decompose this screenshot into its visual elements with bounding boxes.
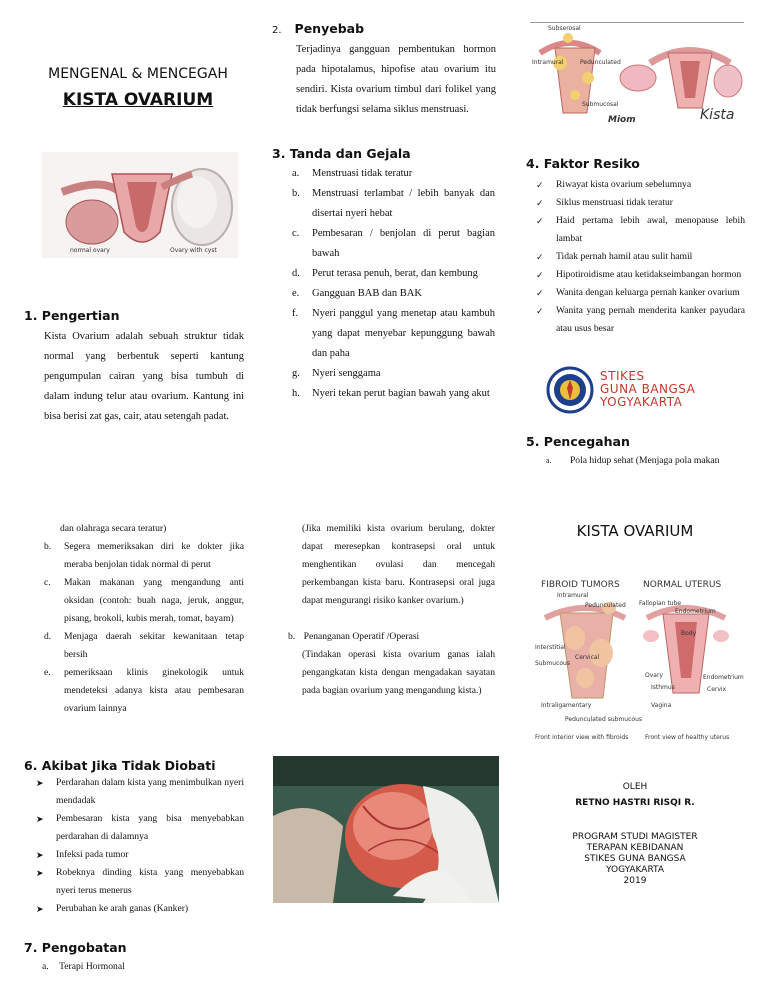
surgery-photo: [273, 756, 499, 903]
list-marker: ➤: [36, 814, 44, 824]
ovary-label: Ovary: [645, 672, 663, 679]
list-marker: h.: [292, 388, 300, 399]
list-marker: e.: [292, 288, 300, 299]
list-text: Tidak pernah hamil atau sulit hamil: [556, 251, 693, 262]
pencegahan-item-a: [546, 452, 746, 470]
list-text: Menstruasi terlambat / lebih banyak dan disertai nyeri hebat: [312, 188, 495, 219]
list-marker: ✓: [536, 288, 544, 298]
list-text: Perdarahan dalam kista yang menimbulkan nyeri mendadak: [56, 777, 244, 806]
list-marker: b.: [44, 541, 52, 552]
pedunculated-submucous-label: Pedunculated submucous: [565, 716, 642, 723]
miom-label: Miom: [608, 115, 636, 125]
cervical-label: Cervical: [575, 654, 600, 661]
faktor-resiko-item: [536, 176, 745, 194]
section-tanda-gejala-heading: 3. Tanda dan Gejala: [272, 146, 411, 161]
akibat-item: [36, 810, 244, 846]
faktor-resiko-item: [536, 266, 745, 284]
list-marker: d.: [44, 631, 52, 642]
normal-ovary-label: normal ovary: [70, 247, 110, 254]
logo-text-line1: STIKES: [600, 369, 645, 383]
list-marker: e.: [44, 667, 51, 678]
isthmus-label: Isthmus: [651, 684, 675, 691]
akibat-list: [36, 774, 244, 918]
section-pengertian-heading: 1. Pengertian: [24, 308, 120, 323]
miom-kista-illustration: [530, 22, 744, 133]
list-marker: a.: [546, 456, 552, 465]
tanda-gejala-item: [292, 224, 495, 264]
akibat-item: [36, 900, 244, 918]
fibroid-caption: Front interior view with fibroids: [535, 734, 629, 741]
section-faktor-resiko-heading: 4. Faktor Resiko: [526, 156, 640, 171]
list-text: Pola hidup sehat (Menjaga pola makan: [569, 455, 720, 466]
list-text: pemeriksaan klinis ginekologik untuk mendeteksi adanya kista atau pembesaran ovarium lainnya: [64, 667, 244, 714]
akibat-item: [36, 846, 244, 864]
list-text: Menjaga daerah sekitar kewanitaan tetap bersih: [64, 631, 244, 660]
section-number: 2.: [272, 25, 282, 36]
brochure-title-line1: MENGENAL & MENCEGAH: [48, 66, 228, 82]
back-cover-title: KISTA OVARIUM: [576, 522, 694, 540]
program-line4: YOGYAKARTA: [605, 865, 665, 875]
list-marker: ✓: [536, 306, 544, 316]
pencegahan-item: [44, 538, 244, 574]
list-text: Wanita dengan keluarga pernah kanker ovarium: [556, 287, 740, 298]
list-text: Perubahan ke arah ganas (Kanker): [56, 903, 189, 914]
list-text: Infeksi pada tumor: [56, 849, 129, 860]
fallopian-tube-label: Fallopian tube: [639, 600, 682, 607]
tanda-gejala-item: [292, 284, 495, 304]
section-pengertian-text: Kista Ovarium adalah sebuah struktur tidak normal yang berbentuk seperti kantung pengumpulan cairan yang bisa tumbuh di dalam indung telur atau ovarium. Kantung ini bisa berisi zat gas, cair, atau setengah padat.: [44, 331, 244, 422]
list-marker: a.: [292, 168, 300, 179]
normal-uterus-title: NORMAL UTERUS: [643, 580, 722, 590]
pencegahan-list: [44, 538, 244, 718]
list-marker: ✓: [536, 180, 544, 190]
tanda-gejala-list: [292, 164, 495, 404]
section-akibat-heading: 6. Akibat Jika Tidak Diobati: [24, 758, 216, 773]
list-text: Menstruasi tidak teratur: [312, 168, 413, 179]
list-text: Segera memeriksakan diri ke dokter jika meraba benjolan tidak normal di perut: [64, 541, 244, 570]
tanda-gejala-item: [292, 304, 495, 364]
logo-text-line2: GUNA BANGSA: [600, 382, 696, 396]
list-marker: b.: [292, 188, 300, 199]
pencegahan-continued: [44, 520, 244, 718]
list-marker: ➤: [36, 868, 44, 878]
intramural-label: Intramural: [557, 592, 589, 599]
section-title: Penyebab: [294, 21, 365, 36]
list-marker: c.: [292, 228, 300, 239]
akibat-item: [36, 774, 244, 810]
endometrium-lower-label: Endometrium: [703, 674, 744, 681]
pencegahan-item: [44, 628, 244, 664]
tanda-gejala-item: [292, 164, 495, 184]
pencegahan-item: [44, 574, 244, 628]
list-marker: c.: [44, 577, 51, 588]
list-text: Siklus menstruasi tidak teratur: [556, 197, 673, 208]
logo-text-line3: YOGYAKARTA: [600, 395, 683, 409]
list-text: Pembesaran / benjolan di perut bagian bawah: [312, 228, 495, 259]
akibat-item: [36, 864, 244, 900]
subserosal-label: Subserosal: [548, 25, 581, 32]
list-text: Hipotiroidisme atau ketidakseimbangan hormon: [556, 269, 742, 280]
interstitial-label: Interstitial: [535, 644, 566, 651]
fibroid-tumors-title: FIBROID TUMORS: [541, 580, 620, 590]
tanda-gejala-item: [292, 264, 495, 284]
list-marker: b.: [288, 631, 296, 642]
submucosal-label: Submucosal: [582, 101, 619, 108]
section-pencegahan-heading: 5. Pencegahan: [526, 434, 630, 449]
program-line2: TERAPAN KEBIDANAN: [586, 843, 684, 853]
list-marker: f.: [292, 308, 299, 319]
tanda-gejala-item: [292, 184, 495, 224]
list-marker: ➤: [36, 778, 44, 788]
stikes-logo: [546, 366, 746, 418]
ovary-with-cyst-label: Ovary with cyst: [170, 247, 217, 254]
list-text: Robeknya dinding kista yang menyebabkan nyeri terus menerus: [56, 867, 244, 896]
list-text: Nyeri panggul yang menetap atau kambuh yang dapat menyebar kepunggung bawah dan paha: [312, 308, 495, 359]
endometrium-label: Endometrium: [675, 608, 716, 615]
fibroid-normal-uterus-diagram: [535, 578, 744, 744]
program-year: 2019: [623, 876, 647, 886]
list-text: Haid pertama lebih awal, menopause lebih lambat: [556, 215, 745, 244]
faktor-resiko-item: [536, 248, 745, 266]
list-text: Perut terasa penuh, berat, dan kembung: [312, 268, 478, 279]
uterus-cyst-illustration: [42, 152, 238, 258]
section-pengobatan-heading: 7. Pengobatan: [24, 940, 127, 955]
intraligamentary-label: Intraligamentary: [541, 702, 592, 709]
vagina-label: Vagina: [651, 702, 672, 709]
program-line3: STIKES GUNA BANGSA: [584, 854, 686, 864]
body-label: Body: [681, 630, 697, 637]
list-marker: ✓: [536, 270, 544, 280]
cervix-label: Cervix: [707, 686, 727, 693]
list-text: Nyeri tekan perut bagian bawah yang akut: [312, 388, 490, 399]
program-info: [524, 832, 746, 887]
stikes-emblem-icon: [546, 366, 594, 414]
section-penyebab-heading: [272, 20, 364, 38]
list-text: Gangguan BAB dan BAK: [312, 288, 422, 299]
list-text: Makan makanan yang mengandung anti oksidan (contoh: buah naga, jeruk, anggur, pisang, brokoli, kubis merah, tomat, bayam): [64, 577, 244, 624]
list-text: Nyeri senggama: [312, 368, 381, 379]
list-marker: ✓: [536, 198, 544, 208]
tanda-gejala-item: [292, 384, 495, 404]
faktor-resiko-item: [536, 284, 745, 302]
list-title: Penanganan Operatif /Operasi: [303, 631, 420, 642]
author-name: RETNO HASTRI RISQI R.: [575, 798, 695, 808]
list-text: Pembesaran kista yang bisa menyebabkan perdarahan di dalamnya: [56, 813, 244, 842]
list-text: Riwayat kista ovarium sebelumnya: [556, 179, 692, 190]
intramural-label: Intramural: [532, 59, 564, 66]
list-marker: ✓: [536, 216, 544, 226]
pedunculated-label: Pedunculated: [580, 59, 621, 66]
list-text: Wanita yang pernah menderita kanker payudara atau usus besar: [556, 305, 745, 334]
terapi-hormonal-text: (Jika memiliki kista ovarium berulang, dokter dapat meresepkan kontrasepsi oral untuk menghentikan ovulasi dan mencegah perkembangan kista baru. Kontrasepsi oral juga dapat mengurangi risiko kanker ovarium.): [302, 523, 495, 606]
list-marker: g.: [292, 368, 300, 379]
pencegahan-cont-text: dan olahraga secara teratur): [60, 523, 167, 534]
penanganan-operatif-text: (Tindakan operasi kista ovarium ganas ialah pengangkatan kista dengan mengadakan sayatan pada bagian ovarium yang mengandung kista.): [302, 649, 495, 696]
section-penyebab-text: Terjadinya gangguan pembentukan hormon pada hipotalamus, hipofise atau ovarium itu sendiri. Kista ovarium timbul dari folikel yang tidak berfungsi selama siklus menstruasi.: [296, 44, 496, 115]
brochure-title-line2: KISTA OVARIUM: [62, 90, 214, 110]
list-marker: ➤: [36, 904, 44, 914]
oleh-label: OLEH: [622, 782, 648, 792]
list-marker: ➤: [36, 850, 44, 860]
pengobatan-item-a: [42, 958, 125, 976]
tanda-gejala-item: [292, 364, 495, 384]
penanganan-operatif: [288, 628, 495, 700]
faktor-resiko-item: [536, 302, 745, 338]
list-marker: a.: [42, 961, 49, 972]
list-marker: d.: [292, 268, 300, 279]
faktor-resiko-item: [536, 212, 745, 248]
submucous-label: Submucous: [535, 660, 570, 667]
normal-uterus-caption: Front view of healthy uterus: [645, 734, 730, 741]
faktor-resiko-list: [536, 176, 745, 338]
kista-label: Kista: [700, 107, 735, 123]
pedunculated-label: Pedunculated: [585, 602, 626, 609]
list-text: Terapi Hormonal: [59, 961, 125, 972]
list-marker: ✓: [536, 252, 544, 262]
faktor-resiko-item: [536, 194, 745, 212]
program-line1: PROGRAM STUDI MAGISTER: [572, 832, 698, 842]
pencegahan-item: [44, 664, 244, 718]
